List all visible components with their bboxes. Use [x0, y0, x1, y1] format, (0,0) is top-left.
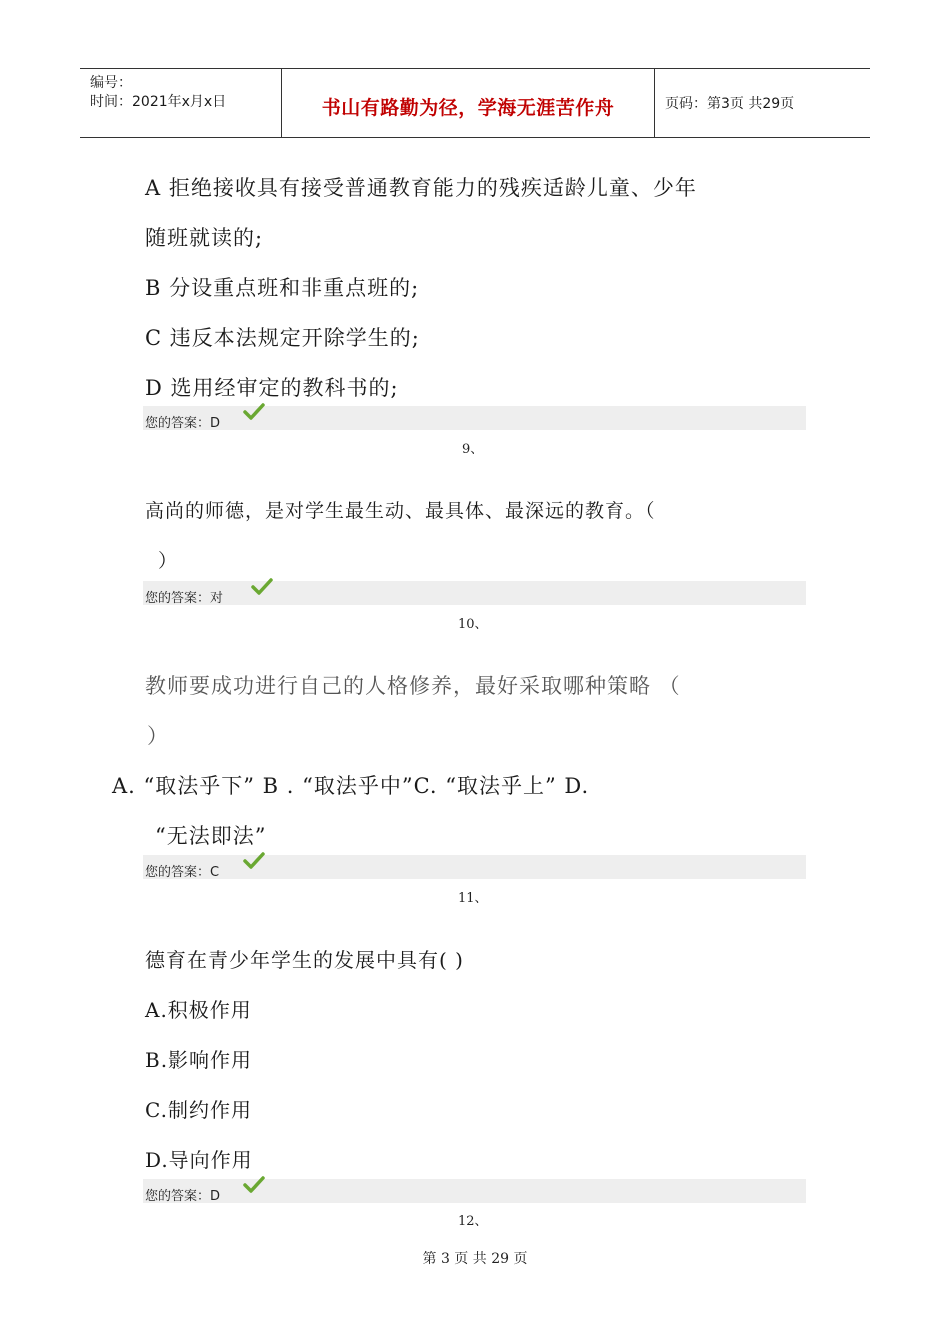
number-label: 编号：: [90, 75, 132, 91]
motto: 书山有路勤为径，学海无涯苦作舟: [321, 97, 615, 119]
answer-bar: [143, 406, 806, 430]
date-label: 时间：2021年x月x日: [90, 94, 227, 110]
check-icon: [243, 402, 265, 422]
question-number: 9、: [462, 442, 484, 457]
q11-option-a: A.积极作用: [145, 998, 252, 1022]
q10-stem-close: ）: [147, 724, 169, 748]
answer-text: 您的答案：对: [145, 591, 224, 606]
q11-stem: 德育在青少年学生的发展中具有( ): [145, 948, 464, 972]
q10-option-d: “无法即法”: [155, 824, 267, 848]
page-info: 页码：第3页 共29页: [665, 96, 795, 112]
q8-option-d: D 选用经审定的教科书的;: [145, 376, 399, 400]
question-number: 11、: [458, 891, 488, 906]
header-page-cell: [655, 69, 870, 137]
answer-text: 您的答案：D: [145, 1189, 221, 1204]
page-header: [80, 68, 870, 138]
answer-bar: [143, 855, 806, 879]
header-motto-cell: [282, 69, 655, 137]
question-number: 12、: [458, 1214, 488, 1229]
q9-stem: 高尚的师德，是对学生最生动、最具体、最深远的教育。（: [145, 500, 656, 522]
check-icon: [243, 851, 265, 871]
check-icon: [251, 577, 273, 597]
q10-stem: 教师要成功进行自己的人格修养，最好采取哪种策略 （: [145, 674, 681, 698]
check-icon: [243, 1175, 265, 1195]
question-number: 10、: [458, 617, 488, 632]
answer-text: 您的答案：C: [145, 865, 220, 880]
q8-option-a-line2: 随班就读的;: [145, 226, 264, 250]
q10-options: A. “取法乎下” B . “取法乎中”C. “取法乎上” D.: [112, 774, 590, 798]
q8-option-a-line1: A 拒绝接收具有接受普通教育能力的残疾适龄儿童、少年: [145, 176, 697, 200]
page-footer: 第 3 页 共 29 页: [422, 1251, 528, 1267]
q9-stem-close: ）: [158, 550, 179, 572]
answer-bar: [143, 1179, 806, 1203]
header-info-cell: [80, 69, 282, 137]
q11-option-b: B.影响作用: [145, 1048, 253, 1072]
q11-option-c: C.制约作用: [145, 1098, 252, 1122]
answer-bar: [143, 581, 806, 605]
q8-option-b: B 分设重点班和非重点班的;: [145, 276, 420, 300]
q8-option-c: C 违反本法规定开除学生的;: [145, 326, 420, 350]
q11-option-d: D.导向作用: [145, 1148, 253, 1172]
answer-text: 您的答案：D: [145, 416, 221, 431]
